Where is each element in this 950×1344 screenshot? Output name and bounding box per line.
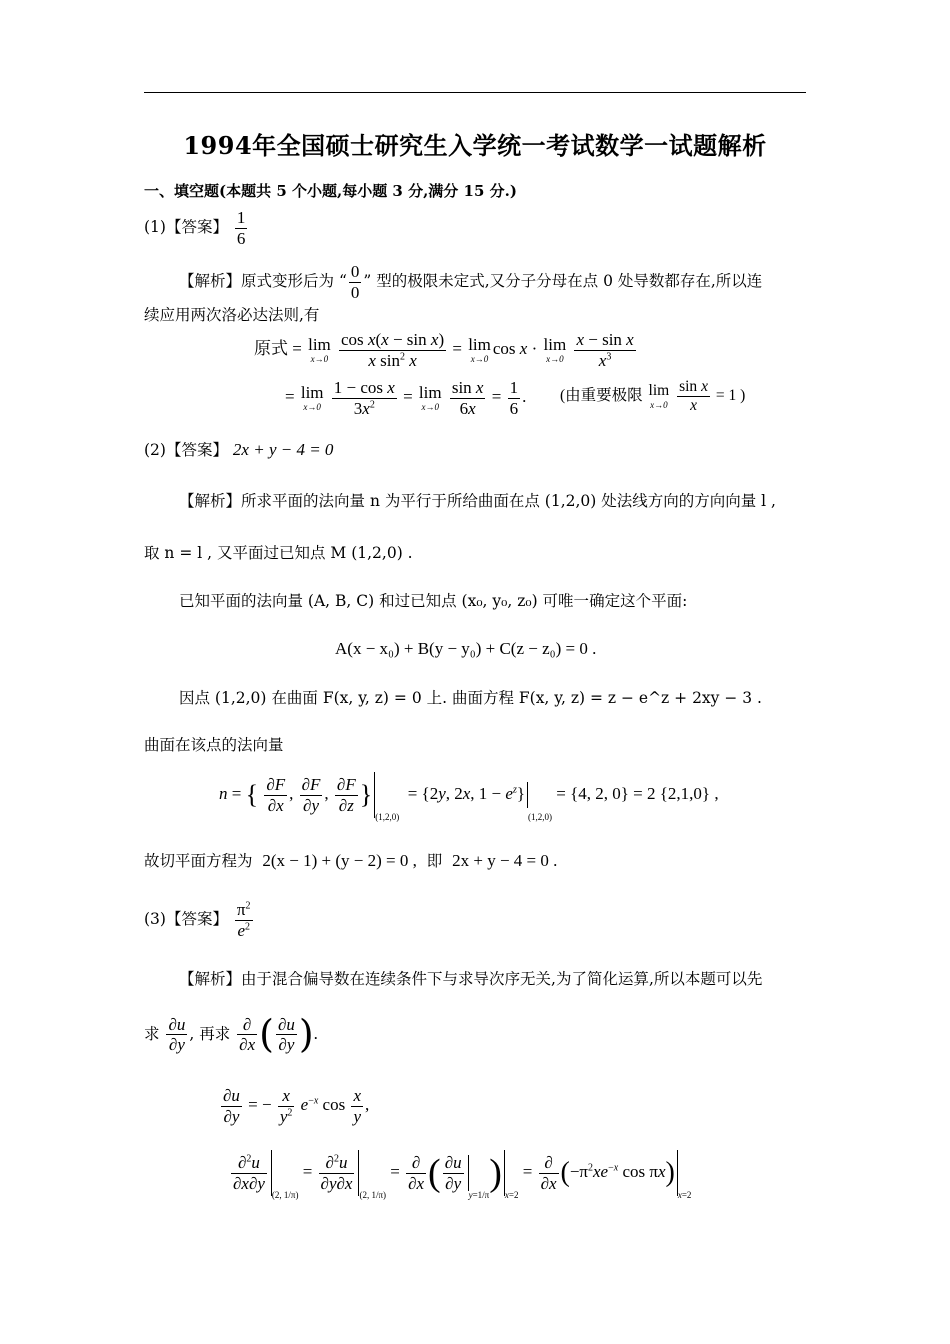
q1-text-a: 原式变形后为 “ (241, 272, 347, 291)
q1-answer-row (144, 208, 249, 248)
q2-line2: 取 n = l , 又平面过已知点 M (1,2,0) . (144, 544, 413, 562)
q1-answer-formula: $\frac{1}{6}$ (236, 208, 246, 248)
analysis-label: 【解析】 (179, 492, 242, 510)
q2-number: (2) (144, 441, 166, 459)
q3-zaiqiu: , 再求 (189, 1024, 231, 1043)
analysis-label: 【解析】 (179, 970, 242, 988)
q3-analysis-line1 (179, 970, 762, 989)
q3-answer-formula: $\frac{\pi^2}{e^2}$ (236, 900, 251, 940)
q2-analysis-line1 (179, 492, 776, 511)
q2-line7-mid: 即 (426, 852, 443, 870)
q2-line6: 曲面在该点的法向量 (144, 736, 284, 754)
q2-line7-pre: 故切平面方程为 (144, 852, 253, 870)
q2-answer-row (144, 440, 333, 460)
q1-number: (1) (144, 218, 166, 237)
q2-line4: A(x − x₀) + B(y − y₀) + C(z − z₀) = 0 . (335, 639, 597, 658)
q3-line1: 由于混合偏导数在连续条件下与求导次序无关,为了简化运算,所以本题可以先 (241, 970, 763, 988)
q2-line1: 所求平面的法向量 n 为平行于所给曲面在点 (1,2,0) 处法线方向的方向向量 l , (241, 492, 776, 510)
q1-note-end: = 1 ) (715, 386, 746, 404)
q2-line3: 已知平面的法向量 (A, B, C) 和过已知点 (x₀, y₀, z₀) 可唯一确定这个平面: (179, 592, 688, 610)
q1-text-b: ” 型的极限未定式,又分子分母在点 0 处导数都存在,所以连 (363, 272, 763, 291)
q2-answer: 2x + y − 4 = 0 (232, 440, 334, 459)
header-rule (144, 92, 806, 93)
answer-label: 【答案】 (165, 441, 228, 459)
q1-yuanshi: 原式 (254, 338, 288, 358)
q2-line7-eq2: 2x + y − 4 = 0 . (452, 851, 558, 870)
q2-line7 (144, 851, 557, 871)
q1-note-text: (由重要极限 (560, 386, 643, 404)
q1-formula-line1: 原式 = lim x→0 $\frac{\text{cos x(x − sin x)}}{x \sin^2 x}$ = lim x→0 cos x · lim x→0 $\frac{\text{x − sin x}}{x^3}$ (254, 330, 634, 370)
q1-formula-line2: = lim x→0 $\frac{\text{1 − cos x}}{3x^2}$ = lim x→0 $\frac{\text{sin x}}{6x}$ = $\frac{1}{6}$ . (285, 378, 527, 418)
answer-label: 【答案】 (165, 218, 228, 237)
section-heading: 一、填空题(本题共 5 个小题,每小题 3 分,满分 15 分.) (144, 182, 517, 200)
q3-number: (3) (144, 910, 166, 929)
q1-note: (由重要极限 lim x→0 $\frac{\text{sin x}}{x}$ = 1 ) (560, 378, 746, 414)
q3-line2: 求 $\frac{\partial u}{\partial y}$ , 再求 $\frac{\partial}{\partial x}$ ( $\frac{\partial u}{\partial y}$ ). (144, 1012, 318, 1056)
q3-formula-2: $\frac{\partial^2u}{\partial x\partial y}$ (2, 1/π) = $\frac{\partial^2u}{\partial y\partial x}$ (2, 1/π) = $\frac{\partial}{\partial x}$ ( $\frac{\partial u}{\partial y}$ y=1/π)x=2 = $\frac{\partial}{\partial x}$ ($-\pi^2xe^{-x}$ cos πx)x=2 (233, 1152, 692, 1200)
q2-line5: 因点 (1,2,0) 在曲面 F(x, y, z) = 0 上. 曲面方程 F(x, y, z) = z − e^z + 2xy − 3 . (179, 689, 762, 707)
page-title: 1994年全国硕士研究生入学统一考试数学一试题解析 (183, 131, 767, 160)
q2-normal-vector-formula: n = { $\frac{\partial F}{\partial x}$ , $\frac{\partial F}{\partial y}$ , $\frac{\partial F}{\partial z}$ }(1,2,0) = {2y, 2x, $1 - e^z\}(1,2,0) = \{4$, 2, 0} = 2 {2,1,0} , (219, 772, 719, 818)
answer-label: 【答案】 (165, 910, 228, 929)
q1-analysis-line1: 【解析】原式变形后为 “ $\frac{0}{0}$ ” 型的极限未定式,又分子分母在点 0 处导数都存在,所以连 (179, 262, 763, 302)
q3-qiu: 求 (144, 1024, 160, 1043)
q2-line7-eq1: 2(x − 1) + (y − 2) = 0 , (262, 851, 417, 870)
q1-text-c: 续应用两次洛必达法则,有 (144, 306, 320, 324)
analysis-label: 【解析】 (179, 272, 242, 291)
q3-formula-1: $\frac{\partial u}{\partial y}$ = − $\frac{x}{y^2}$ $e^{-x}$ cos $\frac{x}{y}$ , (223, 1086, 370, 1126)
q3-answer-row (144, 900, 255, 940)
